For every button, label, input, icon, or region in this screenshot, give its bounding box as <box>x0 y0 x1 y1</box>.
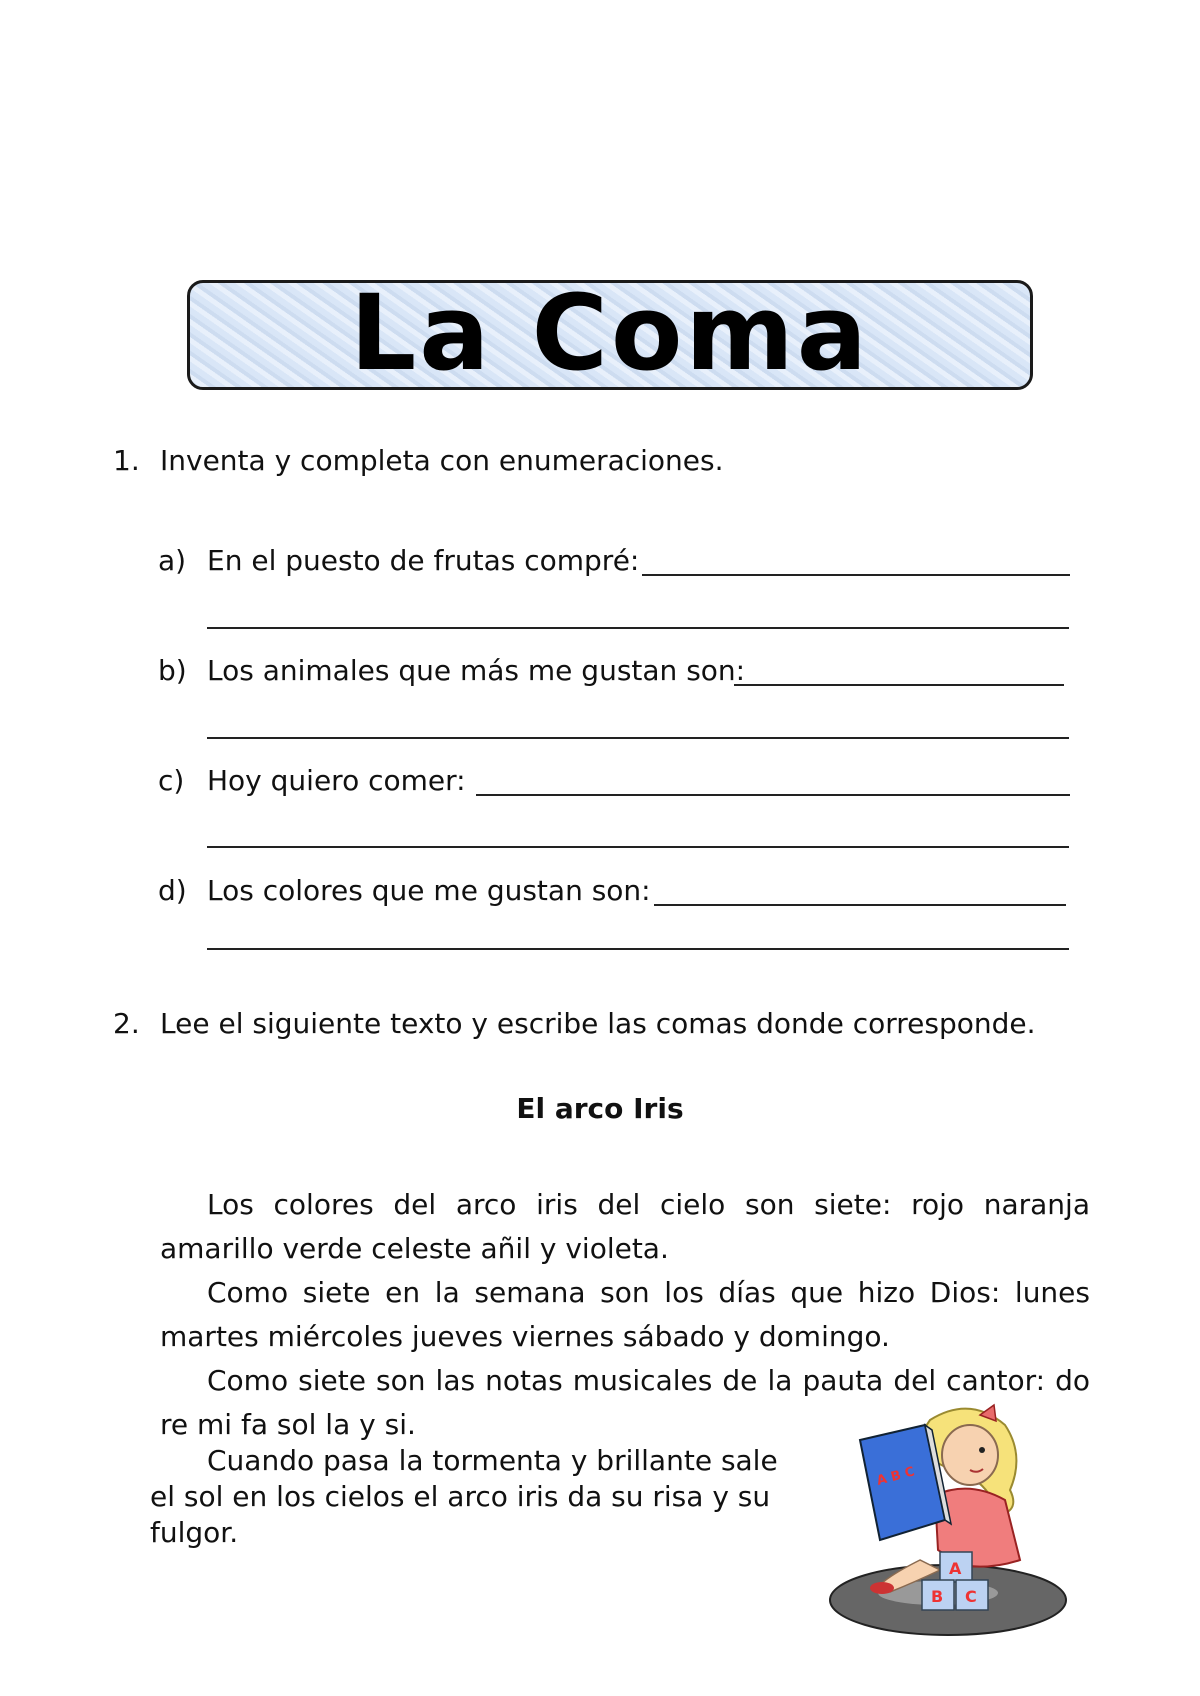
item-letter: a) <box>158 544 187 577</box>
item-c <box>158 764 466 798</box>
answer-line-b1[interactable] <box>734 684 1064 686</box>
story-paragraph: Como siete en la semana son los días que hizo Dios: lunes martes miércoles jueves viernes sábado y domingo. <box>160 1276 1090 1353</box>
question-text: Inventa y completa con enumeraciones. <box>160 444 724 477</box>
question-1 <box>113 444 724 478</box>
answer-line-c2[interactable] <box>207 846 1069 848</box>
item-b <box>158 654 745 688</box>
item-letter: b) <box>158 654 187 687</box>
item-a <box>158 544 639 578</box>
answer-line-d2[interactable] <box>207 948 1069 950</box>
story-last-paragraph <box>150 1443 790 1551</box>
item-text: Los animales que más me gustan son: <box>207 654 746 687</box>
item-d <box>158 874 651 908</box>
page-title: La Coma <box>350 272 870 394</box>
answer-line-a2[interactable] <box>207 627 1069 629</box>
title-banner <box>187 272 1033 394</box>
block-letter: A <box>949 1559 962 1578</box>
story-paragraph: Cuando pasa la tormenta y brillante sale el sol en los cielos el arco iris da su risa y su fulgor. <box>150 1444 778 1549</box>
item-letter: c) <box>158 764 185 797</box>
answer-line-c1[interactable] <box>476 794 1070 796</box>
item-text: En el puesto de frutas compré: <box>207 544 640 577</box>
answer-line-a1[interactable] <box>642 574 1070 576</box>
answer-line-b2[interactable] <box>207 737 1069 739</box>
girl-reading-book-illustration <box>820 1400 1070 1640</box>
question-number: 2. <box>113 1007 140 1040</box>
item-text: Los colores que me gustan son: <box>207 874 651 907</box>
answer-line-d1[interactable] <box>654 904 1066 906</box>
story-title: El arco Iris <box>516 1092 684 1125</box>
question-2 <box>113 1007 1036 1041</box>
block-letter: C <box>965 1587 977 1606</box>
question-number: 1. <box>113 444 140 477</box>
question-text: Lee el siguiente texto y escribe las comas donde corresponde. <box>160 1007 1036 1040</box>
item-text: Hoy quiero comer: <box>207 764 466 797</box>
item-letter: d) <box>158 874 187 907</box>
block-letter: B <box>931 1587 944 1606</box>
story-paragraph: Los colores del arco iris del cielo son siete: rojo naranja amarillo verde celeste añil y violeta. <box>160 1188 1090 1265</box>
story-paragraph: Como siete son las notas musicales de la pauta del cantor: do re mi fa sol la y si. <box>160 1364 1090 1441</box>
svg-text:A B C: A B C <box>875 1464 917 1489</box>
